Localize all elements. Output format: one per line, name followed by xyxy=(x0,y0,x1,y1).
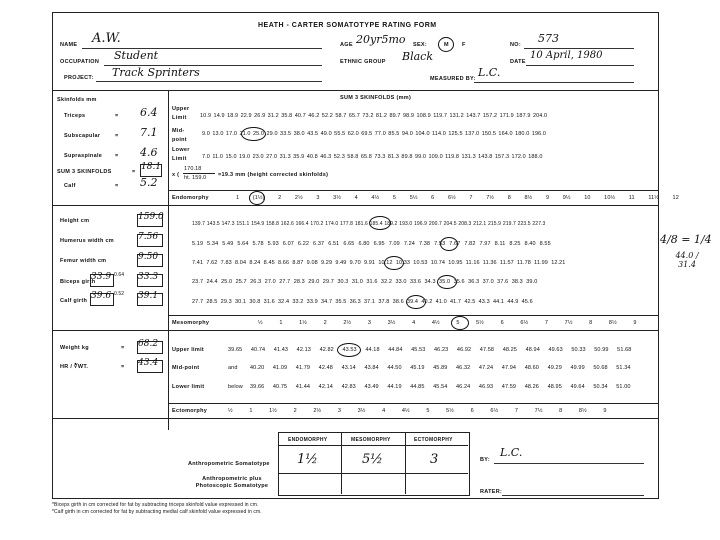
no-value: 573 xyxy=(538,32,559,45)
ecto-mid-label: Mid-point xyxy=(172,365,200,371)
project-line xyxy=(96,81,322,82)
form-title: HEATH - CARTER SOMATOTYPE RATING FORM xyxy=(258,22,437,29)
sex-label: SEX: xyxy=(413,42,428,48)
sex-m: M xyxy=(444,42,449,48)
sex-f: F xyxy=(462,42,466,48)
skinfold-value: 7.1 xyxy=(140,126,158,139)
humerus-circle xyxy=(440,237,458,251)
summary-endo-value: 1½ xyxy=(297,452,318,467)
height-scale: 139.7 143.5 147.3 151.1 154.9 158.8 162.6 166.4 170.2 174.0 177.8 181.6 185.4 189.2 193.0 196.9 200.7 204.5 208.3 212.1 215.9 219.7 223.5 227.3 xyxy=(192,221,546,227)
humerus-scale: 5.19 5.34 5.49 5.64 5.78 5.93 6.07 6.22 6.37 6.51 6.65 6.80 6.95 7.09 7.24 7.38 7.53 7.67 7.82 7.97 8.11 8.25 8.40 8.55 xyxy=(192,241,551,247)
sex-m-circle xyxy=(438,37,454,52)
height-circle xyxy=(369,216,391,230)
divider xyxy=(168,90,169,430)
hwr-value: 43.4 xyxy=(138,358,159,368)
calf-label: Calf girth xyxy=(60,298,88,304)
divider xyxy=(52,330,658,331)
divider xyxy=(52,90,658,91)
ecto-mid-values: 40.20 41.09 41.79 42.48 43.14 43.84 44.50 45.19 45.89 46.32 47.24 47.94 48.60 49.29 49.99 50.68 51.34 xyxy=(250,365,631,371)
age-label: AGE xyxy=(340,42,353,48)
lower-limit-values: 7.0 11.0 15.0 19.0 23.0 27.0 31.3 35.9 40.8 46.3 52.3 58.8 65.8 73.3 81.3 89.8 99.0 109.0 119.8 131.3 143.8 157.3 172.0 188.0 xyxy=(202,154,543,160)
biceps-value: 33.9 xyxy=(91,272,112,282)
hwr-label: HR / ∛WT. xyxy=(60,364,89,370)
date-line xyxy=(526,65,634,66)
height-value: 159.0 xyxy=(138,212,164,222)
age-value: 20yr5mo xyxy=(356,33,406,46)
summary-meso-value: 5½ xyxy=(362,452,383,467)
divider xyxy=(168,315,658,316)
humerus-label: Humerus width cm xyxy=(60,238,115,244)
footnote: *Calf girth in cm corrected for fat by subtracting medial calf skinfold value expressed in cm. xyxy=(52,509,262,515)
project-label: PROJECT: xyxy=(64,75,94,81)
skinfold-label: Subscapular xyxy=(64,133,101,139)
measured-line xyxy=(474,82,634,83)
photo-label: Anthropometric plus Photoscopic Somatotype xyxy=(195,476,269,489)
endomorphy-label: Endomorphy xyxy=(172,195,209,201)
ectomorphy-label: Ectomorphy xyxy=(172,408,208,414)
ectomorphy-values: ½ 1 1½ 2 2½ 3 3½ 4 4½ 5 5½ 6 6½ 7 7½ 8 8½ 9 xyxy=(228,408,607,414)
femur-label: Femur width cm xyxy=(60,258,107,264)
femur-circle xyxy=(384,256,404,270)
anthro-label: Anthropometric Somatotype xyxy=(188,461,270,467)
skinfold-label: SUM 3 SKINFOLDS xyxy=(57,169,112,175)
date-value: 10 April, 1980 xyxy=(530,50,603,61)
endomorphy-values: 1 (1½) 2 2½ 3 3½ 4 4½ 5 5½ 6 6½ 7 7½ 8 8½ 9 9½ 10 10½ 11 11½ 12 xyxy=(236,195,679,201)
rater-line xyxy=(502,495,644,496)
mid-point-label: Mid-point xyxy=(172,128,187,143)
upper-limit-values: 10.9 14.9 18.9 22.9 26.9 31.2 35.8 40.7 46.2 52.2 58.7 65.7 73.2 81.2 89.7 98.9 108.9 119.7 131.2 143.7 157.2 171.9 187.9 204.0 xyxy=(200,113,548,119)
ecto-upper-values: 39.65 40.74 41.43 42.13 42.82 43.53 44.18 44.84 45.53 46.23 46.92 47.58 48.25 48.94 49.63 50.33 50.99 51.68 xyxy=(228,347,632,353)
by-label: BY: xyxy=(480,457,490,463)
divider xyxy=(168,190,658,191)
equals-sign: = xyxy=(121,345,125,351)
occupation-value: Student xyxy=(114,49,159,62)
corr-x: x ( xyxy=(172,172,180,178)
corr-frac-top: 170.18 xyxy=(184,166,202,172)
calf-circle xyxy=(406,295,426,309)
equals-sign: = xyxy=(132,169,136,175)
height-label: Height cm xyxy=(60,218,90,224)
calf-scale: 27.7 28.5 29.3 30.1 30.8 31.6 32.4 33.2 33.9 34.7 35.5 36.3 37.1 37.8 38.6 39.4 40.2 41.0 41.7 42.5 43.3 44.1 44.9 45.6 xyxy=(192,299,533,305)
equals-sign: = xyxy=(115,153,119,159)
skinfold-value: 4.6 xyxy=(140,146,158,159)
margin-note: 4/8 = 1/4 xyxy=(660,233,712,246)
by-line xyxy=(494,463,644,464)
mid-point-circle xyxy=(241,127,266,141)
biceps-circle xyxy=(437,275,457,289)
weight-label: Weight kg xyxy=(60,345,89,351)
ethnic-label: ETHNIC GROUP xyxy=(340,59,386,65)
ecto-mid-pre: and xyxy=(228,365,238,371)
date-label: DATE xyxy=(510,59,526,65)
divider xyxy=(278,445,468,446)
project-value: Track Sprinters xyxy=(112,66,200,79)
summary-ecto-header: ECTOMORPHY xyxy=(414,437,453,443)
rater-label: RATER: xyxy=(480,489,503,495)
footnote: *Biceps girth in cm corrected for fat by subtracting triceps skinfold value expressed in cm. xyxy=(52,502,259,508)
calf-res: 39.1 xyxy=(138,291,159,301)
equals-sign: = xyxy=(115,113,119,119)
summary-endo-header: ENDOMORPHY xyxy=(288,437,328,443)
skinfold-value: 18.1 xyxy=(141,162,162,172)
mesomorphy-values: ½ 1 1½ 2 2½ 3 3½ 4 4½ 5 5½ 6 6½ 7 7½ 8 8½ 9 xyxy=(258,320,637,326)
divider xyxy=(52,418,658,419)
biceps-scale: 23.7 24.4 25.0 25.7 26.3 27.0 27.7 28.3 29.0 29.7 30.3 31.0 31.6 32.2 33.0 33.6 34.3 35.0 35.6 36.3 37.0 37.6 38.3 39.0 xyxy=(192,279,538,285)
summary-ecto-value: 3 xyxy=(430,452,439,467)
by-value: L.C. xyxy=(500,446,523,459)
skinfold-label: Triceps xyxy=(64,113,86,119)
divider xyxy=(341,432,342,494)
skinfolds-heading: Skinfolds mm xyxy=(57,97,97,103)
mesomorphy-label: Mesomorphy xyxy=(172,320,210,326)
endomorphy-circle xyxy=(249,191,265,205)
no-line xyxy=(524,48,634,49)
ecto-lower-label: Lower limit xyxy=(172,384,205,390)
biceps-label: Biceps girth xyxy=(60,279,96,285)
equals-sign: = xyxy=(115,133,119,139)
calf-value: 39.6 xyxy=(91,291,112,301)
femur-scale: 7.41 7.62 7.83 8.04 8.24 8.45 8.66 8.87 9.08 9.29 9.49 9.70 9.91 10.12 10.33 10.53 10.74 10.95 11.16 11.36 11.57 11.78 11.99 12.21 xyxy=(192,260,566,266)
equals-sign: = xyxy=(121,364,125,370)
biceps-sub: 0.64 xyxy=(114,272,125,278)
skinfold-value: 5.2 xyxy=(140,176,158,189)
ecto-upper-circle xyxy=(337,343,361,357)
ethnic-value: Black xyxy=(402,50,433,63)
femur-value: 9.50 xyxy=(138,252,159,262)
divider xyxy=(52,205,658,206)
biceps-res: 33.3 xyxy=(138,272,159,282)
upper-limit-label: Upper Limit xyxy=(172,106,190,121)
lower-limit-label: Lower Limit xyxy=(172,147,190,162)
weight-value: 68.2 xyxy=(138,339,159,349)
mesomorphy-circle xyxy=(451,316,469,330)
ecto-lower-pre: below xyxy=(228,384,243,390)
divider xyxy=(168,403,658,404)
ecto-lower-values: 39.66 40.75 41.44 42.14 42.83 43.49 44.19 44.85 45.54 46.24 46.93 47.59 48.26 48.95 49.64 50.34 51.00 xyxy=(250,384,631,390)
corr-result: =19.3 mm (height corrected skinfolds) xyxy=(218,172,329,178)
no-label: NO: xyxy=(510,42,521,48)
skinfold-label: Calf xyxy=(64,183,76,189)
margin-fraction: 44.0 / 31.4 xyxy=(675,251,699,269)
summary-meso-header: MESOMORPHY xyxy=(351,437,391,443)
humerus-value: 7.56 xyxy=(138,232,159,242)
equals-sign: = xyxy=(115,183,119,189)
sum-title: SUM 3 SKINFOLDS (mm) xyxy=(340,95,412,101)
name-label: NAME xyxy=(60,42,78,48)
frac-bar xyxy=(183,173,215,174)
divider xyxy=(278,473,468,474)
calf-sub: 0.52 xyxy=(114,291,125,297)
measured-label: MEASURED BY: xyxy=(430,76,476,82)
skinfold-label: Supraspinale xyxy=(64,153,103,159)
occupation-label: OCCUPATION xyxy=(60,59,100,65)
name-value: A.W. xyxy=(92,31,121,46)
ecto-upper-label: Upper limit xyxy=(172,347,205,353)
mid-point-values: 9.0 13.0 17.0 21.0 25.0 29.0 33.5 38.0 43.5 49.0 55.5 62.0 69.5 77.0 85.5 94.0 104.0 114.0 125.5 137.0 150.5 164.0 180.0 196.0 xyxy=(202,131,547,137)
skinfold-value: 6.4 xyxy=(140,106,158,119)
measured-value: L.C. xyxy=(478,66,501,79)
corr-frac-bot: ht. 159.0 xyxy=(184,175,207,181)
divider xyxy=(405,432,406,494)
